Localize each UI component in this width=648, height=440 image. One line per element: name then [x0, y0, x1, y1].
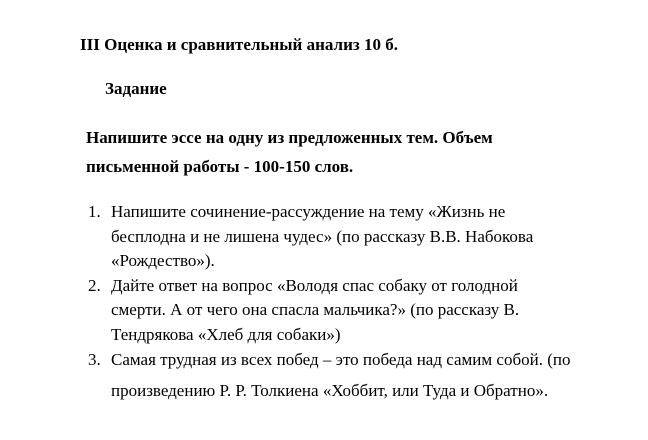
instruction-text — [86, 123, 606, 181]
task-label: Задание — [105, 79, 167, 98]
topic-line: Напишите сочинение-рассуждение на тему «Жизнь не — [111, 202, 506, 221]
topic-line: «Рождество»). — [111, 251, 215, 270]
topic-line: Дайте ответ на вопрос «Володя спас собаку от голодной — [111, 275, 518, 295]
topic-item-2 — [88, 274, 648, 348]
topic-item-3 — [88, 344, 648, 406]
instruction-line: Напишите эссе на одну из предложенных тем. Объем — [86, 128, 493, 147]
topic-line: смерти. А от чего она спасла мальчика?» (по рассказу В. — [111, 300, 520, 319]
topic-number: 2. — [88, 275, 101, 295]
topic-number: 3. — [88, 350, 101, 369]
topic-line: Тендрякова «Хлеб для собаки») — [111, 324, 341, 344]
topic-line: произведению Р. Р. Толкиена «Хоббит, или Туда и Обратно». — [111, 381, 549, 400]
topic-list — [88, 200, 648, 406]
topic-line: бесплодна и не лишена чудес» (по рассказу В.В. Набокова — [111, 226, 534, 246]
topic-number: 1. — [88, 202, 101, 221]
topic-item-1 — [88, 200, 648, 274]
instruction-line: письменной работы - 100-150 слов. — [86, 157, 354, 176]
topic-line: Самая трудная из всех побед – это победа над самим собой. (по — [111, 350, 571, 369]
section-heading: III Оценка и сравнительный анализ 10 б. — [80, 35, 398, 54]
